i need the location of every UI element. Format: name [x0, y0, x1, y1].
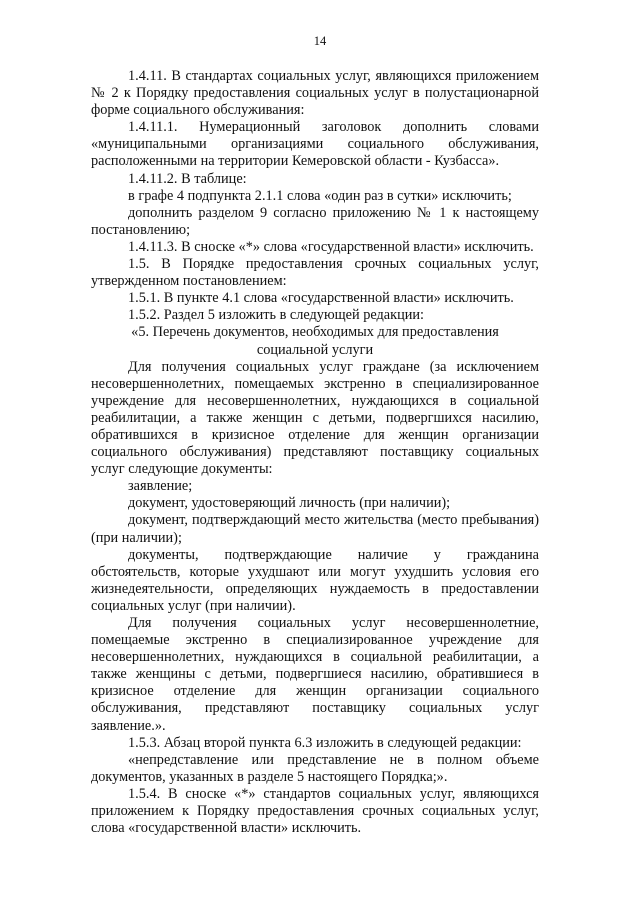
paragraph-table-col4: в графе 4 подпункта 2.1.1 слова «один раз в сутки» исключить;: [128, 187, 512, 204]
document-body: [91, 68, 539, 837]
paragraph-1-5-1: 1.5.1. В пункте 4.1 слова «государственной власти» исключить.: [128, 290, 514, 307]
paragraph-citizens-documents: Для получения социальных услуг граждане (за исключением несовершеннолетних, помещаемых экстренно в специализированное учреждение для несовершеннолетних, нуждающихся в социальной реабилитации, а также женщин с детьми, подвергшихся насилию, обратившихся в кризисное отделение для женщин организации социального обслуживания) представляют поставщику социальных услуг следующие документы:: [91, 358, 539, 478]
list-item-circumstances-documents: документы, подтверждающие наличие у гражданина обстоятельств, которые ухудшают или могут ухудшить условия его жизнедеятельности, определяющих нуждаемость в предоставлении социальных услуг (при наличии).: [91, 546, 539, 614]
section-5-heading-line-2: социальной услуги: [256, 341, 374, 358]
section-5-heading-line-1: «5. Перечень документов, необходимых для предоставления: [131, 324, 499, 341]
paragraph-1-5-3: 1.5.3. Абзац второй пункта 6.3 изложить в следующей редакции:: [128, 734, 522, 751]
list-item-identity-document: документ, удостоверяющий личность (при наличии);: [128, 495, 451, 512]
paragraph-add-section-9: дополнить разделом 9 согласно приложению № 1 к настоящему постановлению;: [91, 204, 539, 238]
list-item-residence-document: документ, подтверждающий место жительства (место пребывания) (при наличии);: [91, 512, 539, 546]
list-item-application: заявление;: [128, 478, 193, 495]
paragraph-1-4-11-1: 1.4.11.1. Нумерационный заголовок дополнить словами «муниципальными организациями социального обслуживания, расположенными на территории Кемеровской области - Кузбасса».: [91, 119, 539, 170]
paragraph-1-4-11-3: 1.4.11.3. В сноске «*» слова «государственной власти» исключить.: [128, 238, 534, 255]
paragraph-1-4-11: 1.4.11. В стандартах социальных услуг, являющихся приложением № 2 к Порядку предоставления социальных услуг в полустационарной форме социального обслуживания:: [91, 68, 539, 119]
paragraph-1-5-4: 1.5.4. В сноске «*» стандартов социальных услуг, являющихся приложением к Порядку предоставления срочных социальных услуг, слова «государственной власти» исключить.: [91, 785, 539, 837]
paragraph-1-5: 1.5. В Порядке предоставления срочных социальных услуг, утвержденном постановлением:: [91, 256, 539, 290]
paragraph-1-4-11-2: 1.4.11.2. В таблице:: [128, 170, 247, 187]
paragraph-minors-application: Для получения социальных услуг несовершеннолетние, помещаемые экстренно в специализированное учреждение для несовершеннолетних, нуждающихся в социальной реабилитации, а также женщины с детьми, подвергшиеся насилию, обратившиеся в кризисное отделение для женщин организации социального обслуживания, представляют поставщику социальных услуг заявление.».: [91, 615, 539, 734]
page-number: 14: [313, 34, 327, 48]
paragraph-quoted-6-3: «непредставление или представление не в полном объеме документов, указанных в разделе 5 настоящего Порядка;».: [91, 751, 539, 785]
paragraph-1-5-2: 1.5.2. Раздел 5 изложить в следующей редакции:: [128, 307, 425, 324]
